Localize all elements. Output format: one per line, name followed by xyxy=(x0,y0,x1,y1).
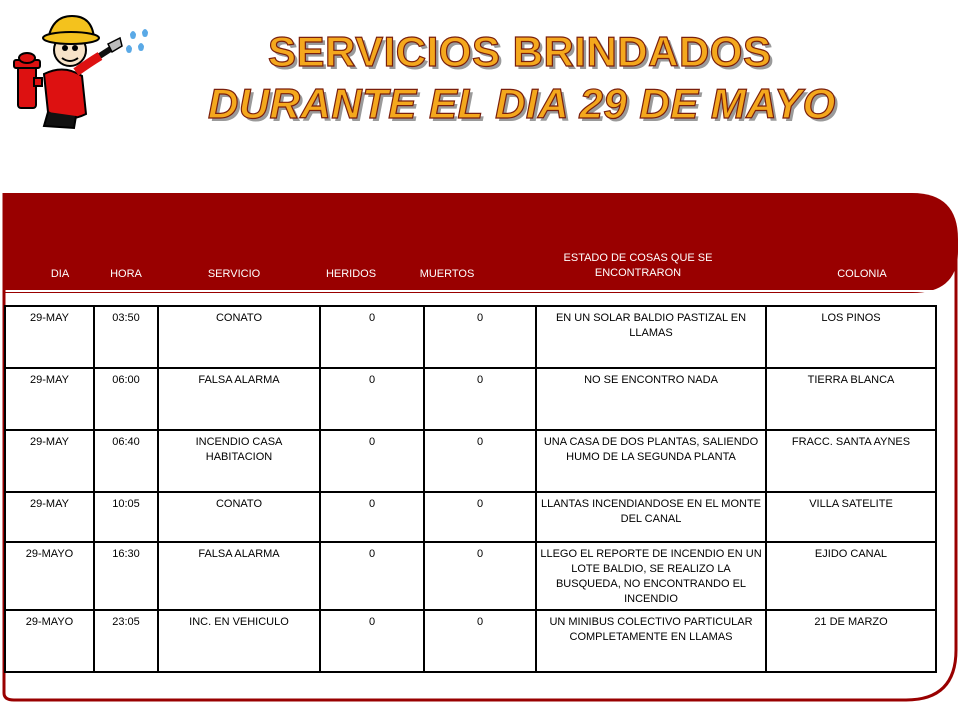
header-colonia: COLONIA xyxy=(837,268,887,280)
cell-heridos: 0 xyxy=(320,492,424,542)
cell-heridos: 0 xyxy=(320,430,424,492)
table-row xyxy=(5,430,936,492)
table-row xyxy=(5,306,936,368)
cell-heridos: 0 xyxy=(320,306,424,368)
table-row xyxy=(5,492,936,542)
header-heridos: HERIDOS xyxy=(325,268,377,280)
cell-heridos: 0 xyxy=(320,610,424,672)
table-header xyxy=(0,193,960,293)
services-table xyxy=(4,305,937,673)
cell-colonia: LOS PINOS xyxy=(766,306,936,368)
cell-colonia: VILLA SATELITE xyxy=(766,492,936,542)
cell-muertos: 0 xyxy=(424,610,536,672)
title-line-2: DURANTE EL DIA 29 DE MAYO xyxy=(208,80,836,127)
cell-servicio: INC. EN VEHICULO xyxy=(158,610,320,672)
header-muertos: MUERTOS xyxy=(419,268,475,280)
cell-muertos: 0 xyxy=(424,306,536,368)
cell-servicio: CONATO xyxy=(158,306,320,368)
cell-heridos: 0 xyxy=(320,542,424,610)
cell-estado: UN MINIBUS COLECTIVO PARTICULAR COMPLETAMENTE EN LLAMAS xyxy=(536,610,766,672)
table-row xyxy=(5,542,936,610)
firefighter-logo xyxy=(4,4,154,134)
cell-dia: 29-MAY xyxy=(5,368,94,430)
cell-estado: NO SE ENCONTRO NADA xyxy=(536,368,766,430)
cell-dia: 29-MAY xyxy=(5,306,94,368)
cell-muertos: 0 xyxy=(424,430,536,492)
cell-muertos: 0 xyxy=(424,368,536,430)
cell-hora: 10:05 xyxy=(94,492,158,542)
cell-dia: 29-MAYO xyxy=(5,610,94,672)
cell-muertos: 0 xyxy=(424,492,536,542)
cell-hora: 06:00 xyxy=(94,368,158,430)
header-servicio: SERVICIO xyxy=(207,268,261,280)
cell-estado: LLEGO EL REPORTE DE INCENDIO EN UN LOTE BALDIO, SE REALIZO LA BUSQUEDA, NO ENCONTRANDO EL INCENDIO xyxy=(536,542,766,610)
cell-servicio: FALSA ALARMA xyxy=(158,542,320,610)
cell-dia: 29-MAY xyxy=(5,430,94,492)
cell-muertos: 0 xyxy=(424,542,536,610)
cell-colonia: TIERRA BLANCA xyxy=(766,368,936,430)
cell-colonia: 21 DE MARZO xyxy=(766,610,936,672)
header-hora: HORA xyxy=(110,268,142,280)
title-line-1: SERVICIOS BRINDADOS xyxy=(268,28,772,75)
cell-hora: 23:05 xyxy=(94,610,158,672)
cell-servicio: INCENDIO CASA HABITACION xyxy=(158,430,320,492)
cell-colonia: EJIDO CANAL xyxy=(766,542,936,610)
header-estado: ESTADO DE COSAS QUE SE ENCONTRARON xyxy=(563,252,713,279)
cell-dia: 29-MAY xyxy=(5,492,94,542)
table-row xyxy=(5,610,936,672)
cell-estado: UNA CASA DE DOS PLANTAS, SALIENDO HUMO DE LA SEGUNDA PLANTA xyxy=(536,430,766,492)
table-row xyxy=(5,368,936,430)
cell-heridos: 0 xyxy=(320,368,424,430)
cell-dia: 29-MAYO xyxy=(5,542,94,610)
cell-hora: 03:50 xyxy=(94,306,158,368)
cell-hora: 06:40 xyxy=(94,430,158,492)
cell-estado: LLANTAS INCENDIANDOSE EN EL MONTE DEL CANAL xyxy=(536,492,766,542)
cell-servicio: FALSA ALARMA xyxy=(158,368,320,430)
cell-servicio: CONATO xyxy=(158,492,320,542)
cell-estado: EN UN SOLAR BALDIO PASTIZAL EN LLAMAS xyxy=(536,306,766,368)
firefighter-icon xyxy=(4,4,154,134)
header-dia: DIA xyxy=(50,268,70,280)
cell-colonia: FRACC. SANTA AYNES xyxy=(766,430,936,492)
cell-hora: 16:30 xyxy=(94,542,158,610)
